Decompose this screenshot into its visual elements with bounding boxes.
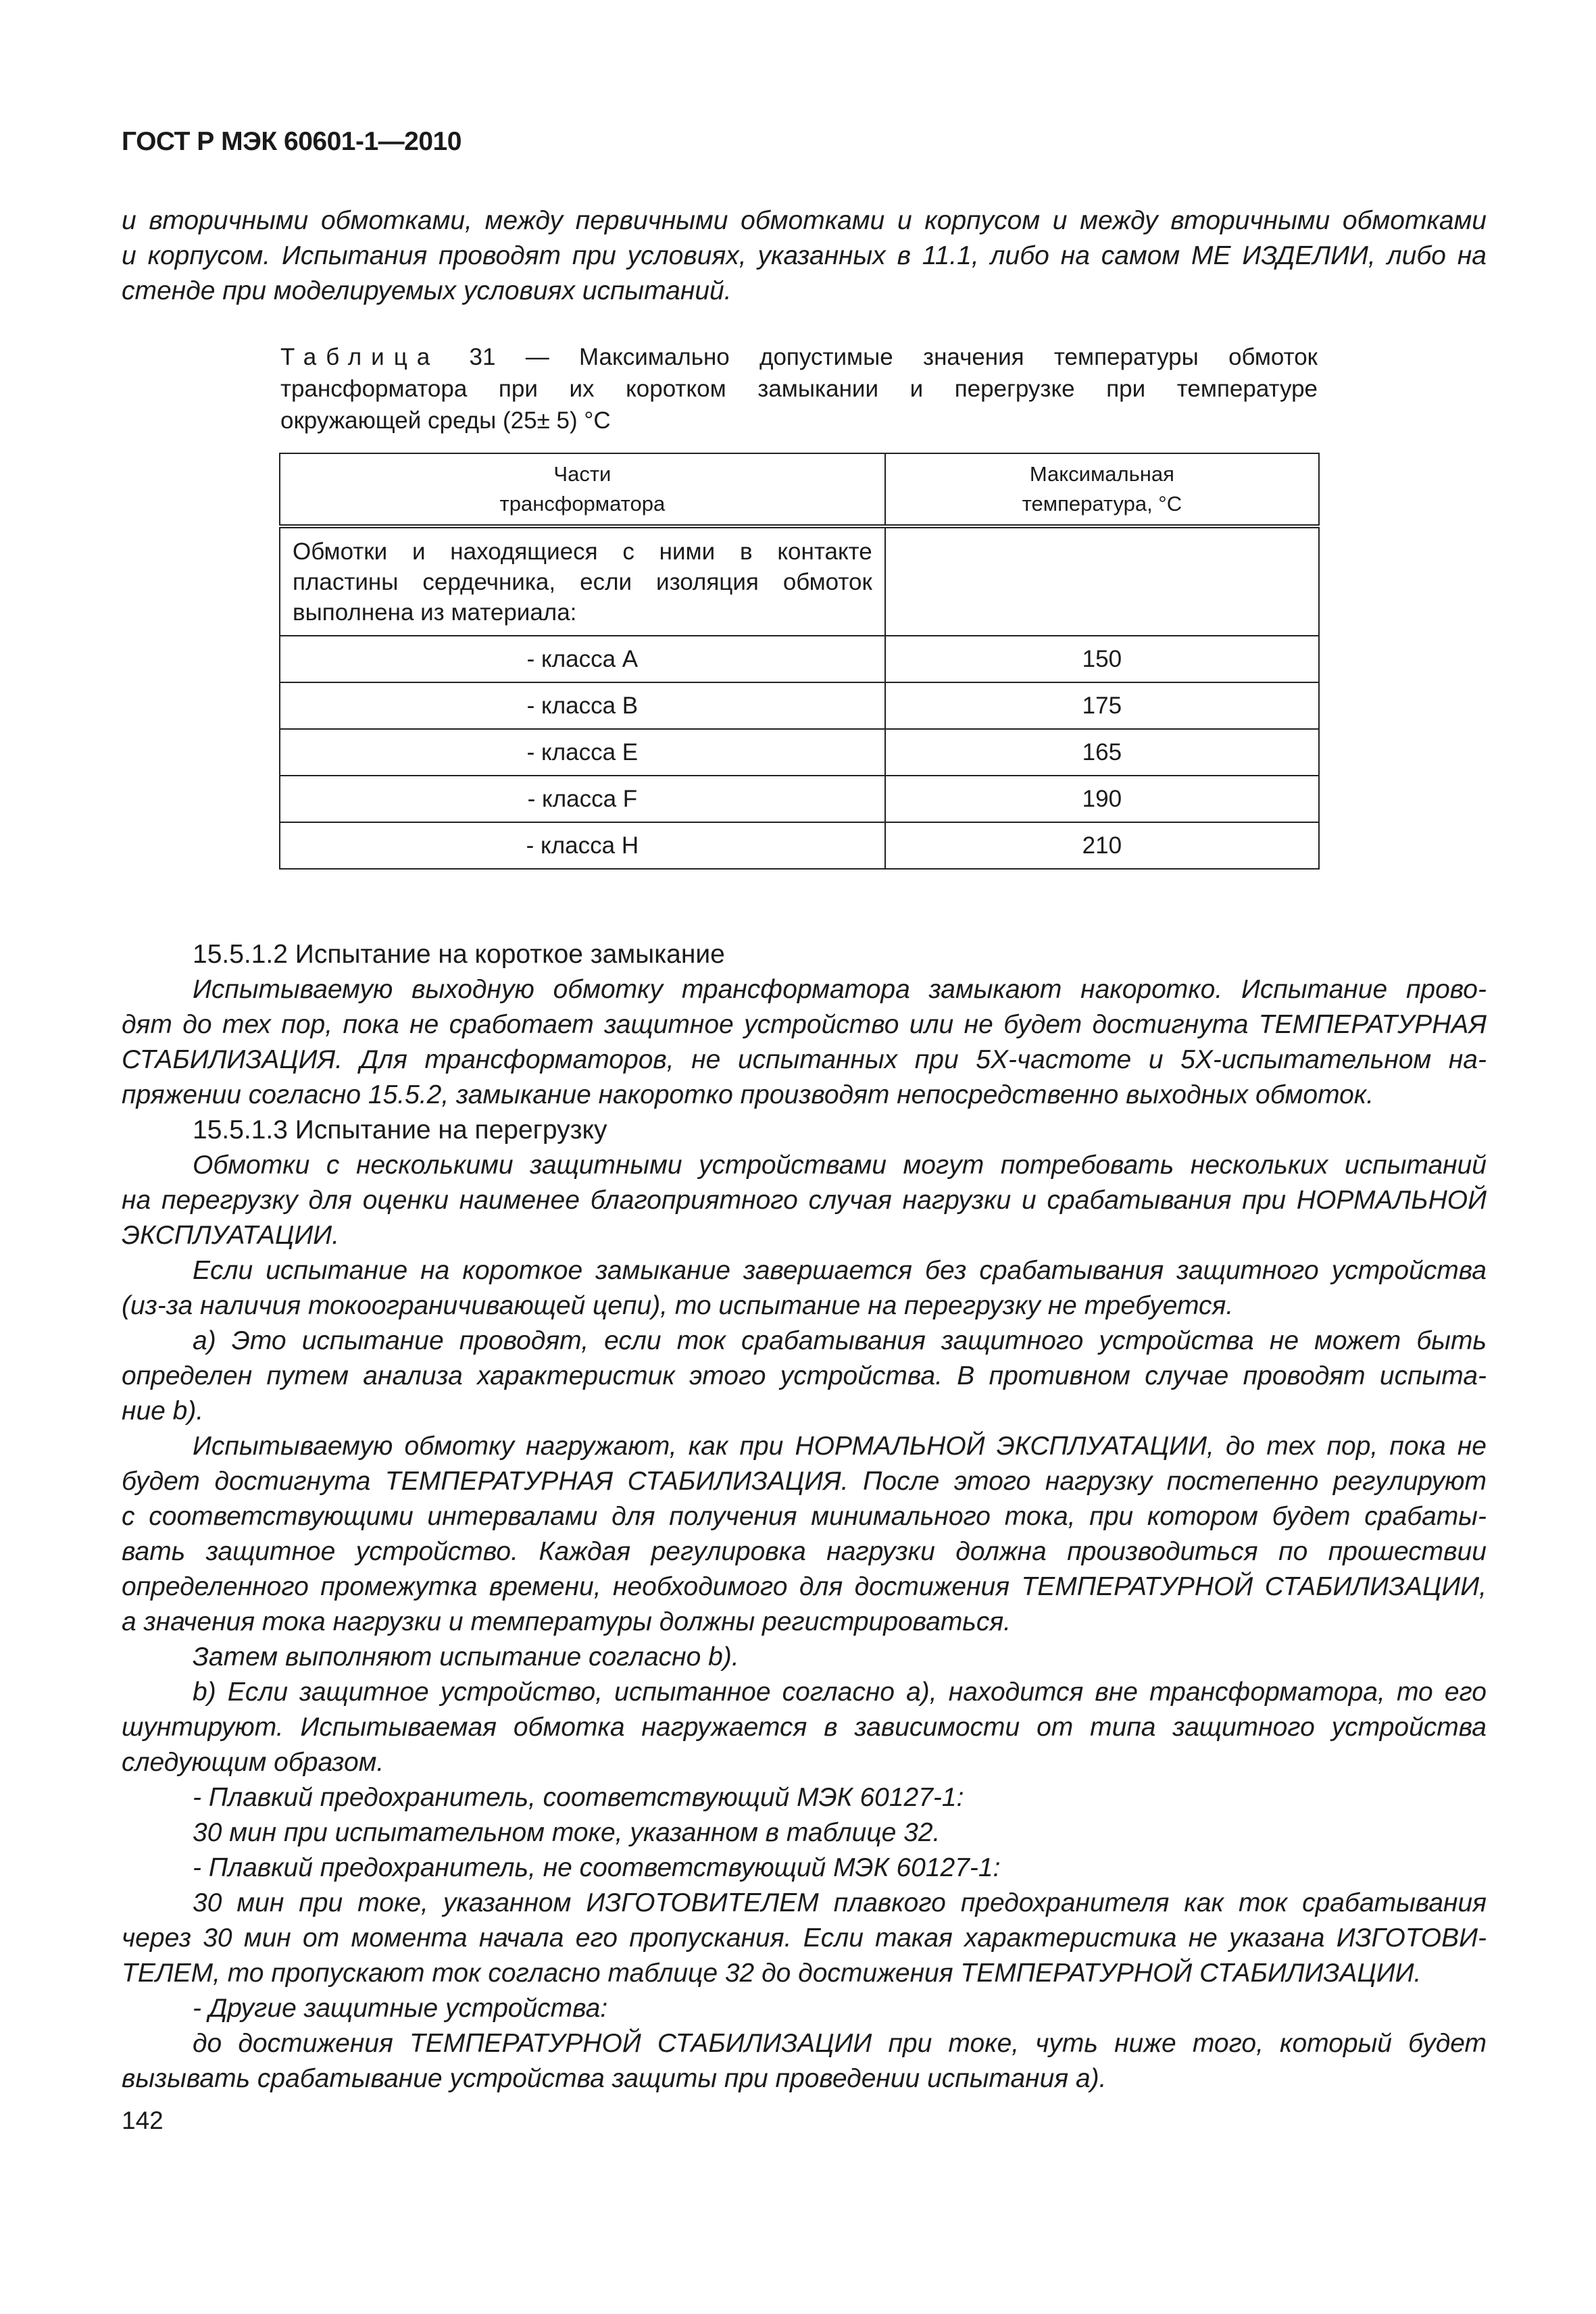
header-cell-temperature: Максимальная температура, °С [885, 453, 1319, 526]
caption-line [280, 341, 1318, 373]
paragraph: а) Это испытание проводят, если ток срабатывания защитного устройства не может быть определен путем анализа характеристик этого устройства. В противном случае проводят испыта- ние b). [122, 1326, 1487, 1426]
section-heading: 15.5.1.3 Испытание на перегрузку [193, 1115, 607, 1145]
temperature-cell: 175 [885, 682, 1319, 729]
paragraph: - Другие защитные устройства: [193, 1994, 608, 2023]
caption-label: Таблица [280, 344, 440, 370]
body-text [122, 937, 1487, 2096]
class-cell: - класса А [280, 636, 885, 682]
temperature-cell: 210 [885, 822, 1319, 869]
text-line: и вторичными обмотками, между первичными обмотками и корпусом и между вторичными обмотками [122, 206, 1487, 235]
table-header-row [280, 453, 1319, 526]
caption-line: трансформатора при их коротком замыкании и перегрузке при температуре [280, 376, 1318, 402]
caption-text: 31 — Максимально допустимые значения температуры обмоток [469, 344, 1318, 370]
page-number: 142 [122, 2107, 164, 2134]
table-row [280, 822, 1319, 869]
paragraph: Обмотки с несколькими защитными устройствами могут потребовать нескольких испытаний на перегрузку для оценки наименее благоприятного случая нагрузки и срабатывания при НОРМАЛЬНОЙ ЭКСПЛУАТАЦИИ. [122, 1151, 1487, 1250]
table-row [280, 636, 1319, 682]
table-caption [280, 341, 1318, 436]
paragraph: Затем выполняют испытание согласно b). [193, 1642, 739, 1671]
paragraph: Испытываемую обмотку нагружают, как при НОРМАЛЬНОЙ ЭКСПЛУАТАЦИИ, до тех пор, пока не будет достигнута ТЕМПЕРАТУРНАЯ СТАБИЛИЗАЦИЯ. После этого нагрузку постепенно регулируют с соответствующими интервалами для получения минимального тока, при котором будет срабаты- вать защитное устройство. Каждая регулировка нагрузки должна производиться по прошествии определенного промежутка времени, необходимого для достижения ТЕМПЕРАТУРНОЙ СТАБИЛИЗАЦИИ, а значения тока нагрузки и температуры должны регистрироваться. [122, 1432, 1487, 1636]
paragraph: Испытываемую выходную обмотку трансформатора замыкают накоротко. Испытание прово- дят до тех пор, пока не сработает защитное устройство или не будет достигнута ТЕМПЕРАТУРНАЯ СТАБИЛИЗАЦИЯ. Для трансформаторов, не испытанных при 5Х-частоте и 5Х-испытательном на- пряжении согласно 15.5.2, замыкание накоротко производят непосредственно выходных обмоток. [122, 975, 1487, 1109]
temperature-table [279, 453, 1320, 870]
text-line: и корпусом. Испытания проводят при условиях, указанных в 11.1, либо на самом МЕ ИЗДЕЛИИ, либо на [122, 241, 1487, 270]
text-line: стенде при моделируемых условиях испытаний. [122, 276, 732, 305]
paragraph: - Плавкий предохранитель, соответствующий МЭК 60127-1: [193, 1783, 964, 1812]
paragraph: Если испытание на короткое замыкание завершается без срабатывания защитного устройства (из-за наличия токоограничивающей цепи), то испытание на перегрузку не требуется. [122, 1256, 1487, 1320]
temperature-cell: 150 [885, 636, 1319, 682]
group-label-cell: Обмотки и находящиеся с ними в контакте пластины сердечника, если изоляция обмоток выполнена из материала: [280, 526, 885, 636]
caption-line: окружающей среды (25± 5) °С [280, 407, 611, 434]
empty-cell [885, 526, 1319, 636]
section-heading: 15.5.1.2 Испытание на короткое замыкание [193, 940, 725, 969]
paragraph: - Плавкий предохранитель, не соответствующий МЭК 60127-1: [193, 1853, 1001, 1882]
paragraph: 30 мин при токе, указанном ИЗГОТОВИТЕЛЕМ плавкого предохранителя как ток срабатывания через 30 мин от момента начала его пропускания. Если такая характеристика не указана ИЗГОТОВИ- ТЕЛЕМ, то пропускают ток согласно таблице 32 до достижения ТЕМПЕРАТУРНОЙ СТАБИЛИЗАЦИИ. [122, 1888, 1487, 1988]
temperature-cell: 190 [885, 776, 1319, 822]
intro-paragraph [122, 203, 1487, 309]
table-row [280, 776, 1319, 822]
table-row-group [280, 526, 1319, 636]
table-row [280, 682, 1319, 729]
temperature-cell: 165 [885, 729, 1319, 776]
class-cell: - класса Н [280, 822, 885, 869]
paragraph: b) Если защитное устройство, испытанное согласно а), находится вне трансформатора, то его шунтируют. Испытываемая обмотка нагружается в зависимости от типа защитного устройства следующим образом. [122, 1678, 1487, 1777]
table-row [280, 729, 1319, 776]
class-cell: - класса В [280, 682, 885, 729]
paragraph: 30 мин при испытательном токе, указанном в таблице 32. [193, 1818, 941, 1847]
class-cell: - класса F [280, 776, 885, 822]
paragraph: до достижения ТЕМПЕРАТУРНОЙ СТАБИЛИЗАЦИИ при токе, чуть ниже того, который будет вызывать срабатывание устройства защиты при проведении испытания а). [122, 2029, 1487, 2093]
header-cell-parts: Части трансформатора [280, 453, 885, 526]
document-header: ГОСТ Р МЭК 60601-1—2010 [122, 127, 462, 156]
class-cell: - класса Е [280, 729, 885, 776]
